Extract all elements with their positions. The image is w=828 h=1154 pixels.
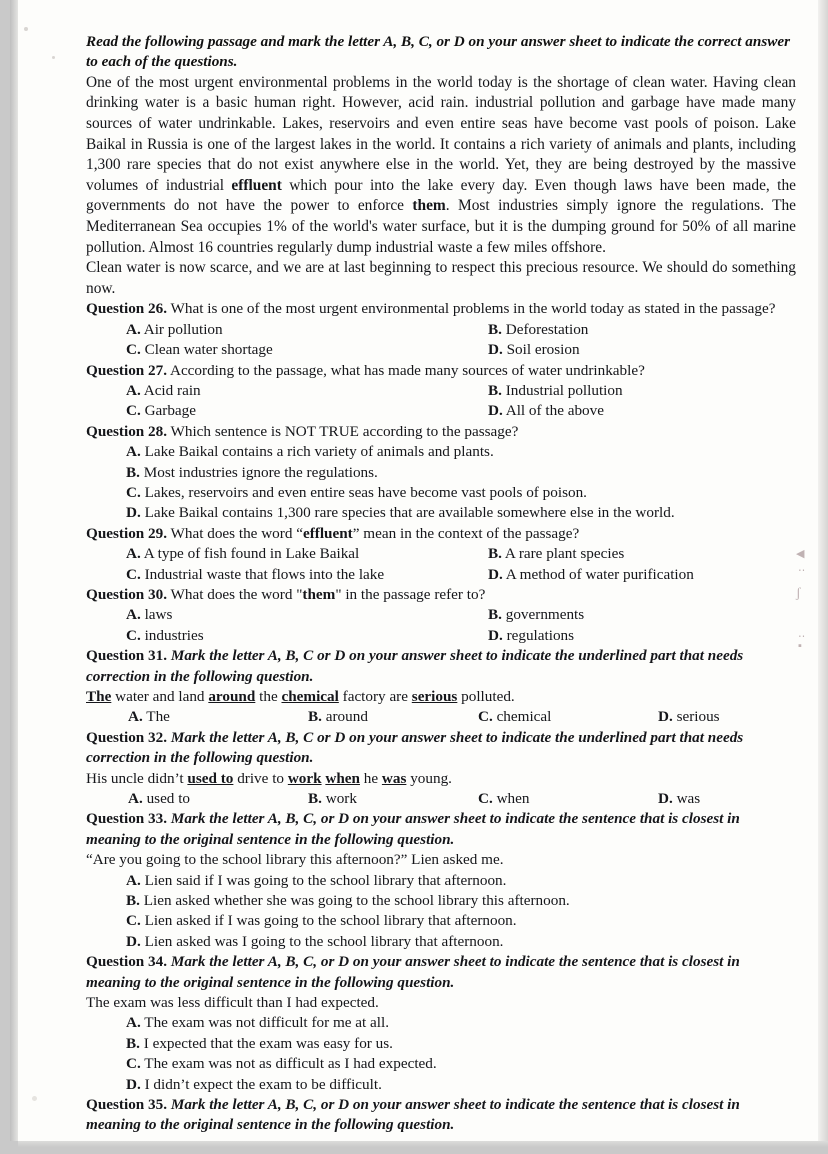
question-28-stem: Which sentence is NOT TRUE according to the passage? bbox=[167, 422, 519, 440]
option-letter: B. bbox=[488, 545, 502, 563]
question-28-heading bbox=[86, 422, 796, 442]
option-letter: D. bbox=[126, 504, 141, 522]
option-34-b[interactable] bbox=[86, 1034, 796, 1054]
passage-text-part-1: One of the most urgent environmental problems in the world today is the shortage of clean water. Having clean drinking water is a basic human right. However, acid rain. industrial pollution and garbage have made many sources of water undrinkable. Lakes, reservoirs and even entire seas have become vast pools of poison. Lake Baikal in Russia is one of the largest lakes in the world. It contains a rich variety of animals and plants, including 1,300 rare species that do not exist anywhere else in the world. Yet, they are being destroyed by the massive volumes of industrial bbox=[86, 73, 796, 194]
option-text: around bbox=[321, 708, 368, 726]
question-32-number: Question 32. bbox=[86, 728, 168, 746]
option-text: work bbox=[321, 789, 357, 807]
option-32-a[interactable] bbox=[128, 789, 190, 809]
option-letter: D. bbox=[126, 1075, 141, 1093]
option-letter: B. bbox=[126, 1034, 140, 1052]
underlined-part-a: The bbox=[86, 687, 112, 705]
option-text: Lien asked if I was going to the school library that afternoon. bbox=[140, 912, 517, 930]
option-letter: A. bbox=[126, 545, 141, 563]
question-27-heading bbox=[86, 361, 796, 381]
passage-text-part-3: . Most industries simply ignore the regulations. The Mediterranean Sea occupies 1% of the world's water surface, but it is the dumping ground for 50% of all marine pollution. Almost 16 countries regularly dump industrial waste a few miles offshore. bbox=[86, 197, 796, 256]
question-34-heading bbox=[86, 952, 796, 993]
sentence-text: water and land bbox=[111, 687, 209, 705]
question-32-options-row bbox=[86, 789, 796, 809]
scan-speck bbox=[52, 56, 55, 59]
question-33-sentence: “Are you going to the school library this afternoon?” Lien asked me. bbox=[86, 851, 504, 869]
question-32-instruction: Mark the letter A, B, C or D on your answer sheet to indicate the underlined part that needs correction in the following question. bbox=[86, 728, 744, 767]
option-letter: D. bbox=[488, 402, 503, 420]
question-26-stem: What is one of the most urgent environmental problems in the world today as stated in the passage? bbox=[167, 300, 776, 318]
option-32-c[interactable] bbox=[478, 789, 529, 809]
option-letter: A. bbox=[128, 708, 143, 726]
underlined-part-a: used to bbox=[187, 769, 234, 787]
question-27-options-row-1 bbox=[86, 381, 796, 401]
option-text: I expected that the exam was easy for us. bbox=[139, 1034, 393, 1052]
margin-artifact: ▪ bbox=[798, 640, 802, 652]
option-text: laws bbox=[140, 606, 173, 624]
option-letter: C. bbox=[126, 402, 141, 420]
option-text: regulations bbox=[502, 626, 575, 644]
option-text: Industrial pollution bbox=[501, 381, 623, 399]
margin-artifact: ․․ bbox=[798, 628, 806, 640]
option-26-d[interactable] bbox=[488, 340, 580, 360]
option-letter: C. bbox=[478, 789, 493, 807]
sentence-text: His uncle didn’t bbox=[86, 769, 188, 787]
option-text: Lien said if I was going to the school library that afternoon. bbox=[140, 871, 507, 889]
question-31-sentence bbox=[86, 687, 796, 707]
question-26-options-row-1 bbox=[86, 320, 796, 340]
option-28-d[interactable] bbox=[86, 503, 796, 523]
question-35-instruction: Mark the letter A, B, C, or D on your answer sheet to indicate the sentence that is closest in meaning to the original sentence in the following question. bbox=[86, 1096, 740, 1134]
page-left-shadow bbox=[10, 0, 18, 1141]
option-text: was bbox=[672, 789, 701, 807]
option-text: Garbage bbox=[140, 402, 196, 420]
sentence-text: drive to bbox=[233, 769, 288, 787]
underlined-part-c: when bbox=[325, 769, 360, 787]
option-27-c[interactable] bbox=[126, 401, 196, 421]
option-28-b[interactable] bbox=[86, 463, 796, 483]
option-text: Acid rain bbox=[140, 381, 201, 399]
option-31-b[interactable] bbox=[308, 707, 368, 727]
question-29-options-row-2 bbox=[86, 565, 796, 585]
scanned-exam-page bbox=[18, 0, 828, 1141]
question-30-heading bbox=[86, 585, 796, 605]
exam-content bbox=[86, 32, 796, 1136]
option-33-c[interactable] bbox=[86, 911, 796, 931]
question-28-number: Question 28. bbox=[86, 422, 168, 440]
option-text: A rare plant species bbox=[501, 545, 625, 563]
option-letter: C. bbox=[126, 483, 141, 501]
question-31-number: Question 31. bbox=[86, 647, 168, 665]
option-letter: A. bbox=[126, 443, 141, 461]
sentence-text: young. bbox=[406, 769, 452, 787]
option-letter: C. bbox=[126, 912, 141, 930]
option-27-b[interactable] bbox=[488, 381, 623, 401]
option-letter: C. bbox=[126, 1055, 141, 1073]
option-30-c[interactable] bbox=[126, 626, 204, 646]
question-29-number: Question 29. bbox=[86, 524, 168, 542]
option-29-b[interactable] bbox=[488, 544, 624, 564]
option-32-b[interactable] bbox=[308, 789, 357, 809]
option-text: Lien asked whether she was going to the school library this afternoon. bbox=[139, 891, 570, 909]
option-text: Soil erosion bbox=[502, 341, 580, 359]
option-34-a[interactable] bbox=[86, 1013, 796, 1033]
option-30-b[interactable] bbox=[488, 605, 584, 625]
underlined-part-b: work bbox=[287, 769, 322, 787]
option-text: I didn’t expect the exam to be difficult. bbox=[140, 1075, 382, 1093]
option-letter: D. bbox=[488, 565, 503, 583]
question-35-heading bbox=[86, 1095, 796, 1136]
page-bottom-shadow bbox=[18, 1141, 828, 1147]
option-letter: C. bbox=[126, 565, 141, 583]
sentence-text: factory are bbox=[338, 687, 412, 705]
option-29-c[interactable] bbox=[126, 565, 384, 585]
question-26-number: Question 26. bbox=[86, 300, 168, 318]
option-text: The bbox=[142, 708, 170, 726]
option-letter: A. bbox=[126, 871, 141, 889]
question-30-options-row-2 bbox=[86, 626, 796, 646]
question-30-keyword: them bbox=[302, 585, 336, 603]
question-31-heading bbox=[86, 646, 796, 687]
question-35-number: Question 35. bbox=[86, 1096, 168, 1114]
option-letter: D. bbox=[126, 932, 141, 950]
option-text: when bbox=[492, 789, 530, 807]
option-letter: A. bbox=[126, 1014, 141, 1032]
question-31-options-row bbox=[86, 707, 796, 727]
option-text: Deforestation bbox=[501, 320, 589, 338]
question-30-options-row-1 bbox=[86, 605, 796, 625]
underlined-part-d: was bbox=[381, 769, 407, 787]
option-text: A type of fish found in Lake Baikal bbox=[140, 545, 360, 563]
option-28-a[interactable] bbox=[86, 442, 796, 462]
option-text: All of the above bbox=[502, 402, 604, 420]
option-letter: C. bbox=[126, 341, 141, 359]
question-29-stem-before: What does the word “ bbox=[167, 524, 303, 542]
option-32-d[interactable] bbox=[658, 789, 700, 809]
option-letter: D. bbox=[658, 789, 673, 807]
option-26-a[interactable] bbox=[126, 320, 223, 340]
option-letter: A. bbox=[126, 381, 141, 399]
option-text: Lien asked was I going to the school library that afternoon. bbox=[140, 932, 504, 950]
reading-passage-paragraph-2: Clean water is now scarce, and we are at last beginning to respect this precious resource. We should do something now. bbox=[86, 259, 796, 297]
option-text: Most industries ignore the regulations. bbox=[139, 463, 378, 481]
passage-text-part-2: which pour into the lake every day. Even though laws have been made, the governments do not have the power to enforce bbox=[86, 176, 796, 215]
option-letter: B. bbox=[126, 891, 140, 909]
option-letter: D. bbox=[658, 708, 673, 726]
option-29-a[interactable] bbox=[126, 544, 359, 564]
option-text: chemical bbox=[492, 708, 552, 726]
underlined-part-c: chemical bbox=[281, 687, 339, 705]
option-27-d[interactable] bbox=[488, 401, 604, 421]
sentence-text: polluted. bbox=[457, 687, 515, 705]
option-33-d[interactable] bbox=[86, 932, 796, 952]
question-29-options-row-1 bbox=[86, 544, 796, 564]
option-text: Air pollution bbox=[140, 320, 223, 338]
reading-passage-paragraph-1 bbox=[86, 73, 796, 258]
option-letter: A. bbox=[128, 789, 143, 807]
option-letter: C. bbox=[126, 626, 141, 644]
option-text: industries bbox=[140, 626, 204, 644]
option-text: Clean water shortage bbox=[140, 341, 273, 359]
option-text: Lake Baikal contains 1,300 rare species that are available somewhere else in the world. bbox=[140, 504, 675, 522]
underlined-part-d: serious bbox=[411, 687, 458, 705]
question-34-number: Question 34. bbox=[86, 953, 168, 971]
option-letter: D. bbox=[488, 341, 503, 359]
option-letter: B. bbox=[308, 708, 322, 726]
scan-speck bbox=[24, 27, 28, 31]
option-text: Industrial waste that flows into the lake bbox=[140, 565, 385, 583]
option-letter: B. bbox=[488, 381, 502, 399]
option-letter: B. bbox=[126, 463, 140, 481]
question-26-options-row-2 bbox=[86, 340, 796, 360]
option-text: The exam was not as difficult as I had expected. bbox=[140, 1055, 437, 1073]
question-29-stem-after: ” mean in the context of the passage? bbox=[352, 524, 580, 542]
option-33-b[interactable] bbox=[86, 891, 796, 911]
passage-bold-them: them bbox=[412, 197, 446, 215]
option-text: Lake Baikal contains a rich variety of animals and plants. bbox=[140, 443, 494, 461]
option-letter: D. bbox=[488, 626, 503, 644]
option-28-c[interactable] bbox=[86, 483, 796, 503]
option-letter: A. bbox=[126, 320, 141, 338]
option-26-c[interactable] bbox=[126, 340, 273, 360]
option-34-c[interactable] bbox=[86, 1054, 796, 1074]
option-letter: B. bbox=[308, 789, 322, 807]
option-27-a[interactable] bbox=[126, 381, 201, 401]
question-33-instruction: Mark the letter A, B, C, or D on your answer sheet to indicate the sentence that is closest in meaning to the original sentence in the following question. bbox=[86, 810, 740, 848]
passage-bold-effluent: effluent bbox=[231, 176, 282, 194]
question-26-heading bbox=[86, 299, 796, 319]
option-text: used to bbox=[142, 789, 191, 807]
question-29-heading bbox=[86, 524, 796, 544]
margin-artifact: ʃ bbox=[796, 586, 801, 601]
option-33-a[interactable] bbox=[86, 871, 796, 891]
question-34-sentence: The exam was less difficult than I had expected. bbox=[86, 994, 379, 1011]
question-32-sentence bbox=[86, 769, 796, 789]
option-text: governments bbox=[501, 606, 585, 624]
question-27-stem: According to the passage, what has made many sources of water undrinkable? bbox=[167, 361, 645, 379]
option-text: serious bbox=[672, 708, 720, 726]
question-30-stem-before: What does the word " bbox=[167, 585, 303, 603]
reading-instruction: Read the following passage and mark the letter A, B, C, or D on your answer sheet to indicate the correct answer to each of the questions. bbox=[86, 33, 791, 71]
option-31-d[interactable] bbox=[658, 707, 720, 727]
question-34-instruction: Mark the letter A, B, C, or D on your answer sheet to indicate the sentence that is closest in meaning to the original sentence in the following question. bbox=[86, 953, 740, 991]
margin-artifact: ◀ bbox=[796, 548, 805, 560]
option-31-c[interactable] bbox=[478, 707, 551, 727]
scan-speck bbox=[32, 1096, 37, 1101]
option-text: A method of water purification bbox=[502, 565, 694, 583]
question-30-number: Question 30. bbox=[86, 585, 168, 603]
option-31-a[interactable] bbox=[128, 707, 170, 727]
option-letter: B. bbox=[488, 606, 502, 624]
question-30-stem-after: " in the passage refer to? bbox=[335, 585, 486, 603]
option-30-a[interactable] bbox=[126, 605, 172, 625]
option-30-d[interactable] bbox=[488, 626, 574, 646]
sentence-text: he bbox=[359, 769, 382, 787]
option-letter: A. bbox=[126, 606, 141, 624]
underlined-part-b: around bbox=[208, 687, 256, 705]
question-32-heading bbox=[86, 728, 796, 769]
question-27-options-row-2 bbox=[86, 401, 796, 421]
margin-artifact: ․․ bbox=[798, 562, 806, 574]
option-text: The exam was not difficult for me at all. bbox=[140, 1014, 390, 1032]
question-31-instruction: Mark the letter A, B, C or D on your answer sheet to indicate the underlined part that needs correction in the following question. bbox=[86, 647, 744, 685]
option-29-d[interactable] bbox=[488, 565, 694, 585]
sentence-text: the bbox=[255, 687, 282, 705]
question-27-number: Question 27. bbox=[86, 361, 168, 379]
option-34-d[interactable] bbox=[86, 1075, 796, 1095]
option-letter: B. bbox=[488, 320, 502, 338]
question-33-heading bbox=[86, 809, 796, 850]
option-26-b[interactable] bbox=[488, 320, 588, 340]
option-letter: C. bbox=[478, 708, 493, 726]
question-29-keyword: effluent bbox=[302, 524, 353, 542]
question-33-number: Question 33. bbox=[86, 810, 168, 828]
option-text: Lakes, reservoirs and even entire seas have become vast pools of poison. bbox=[140, 483, 587, 501]
page-right-edge bbox=[818, 0, 828, 1141]
